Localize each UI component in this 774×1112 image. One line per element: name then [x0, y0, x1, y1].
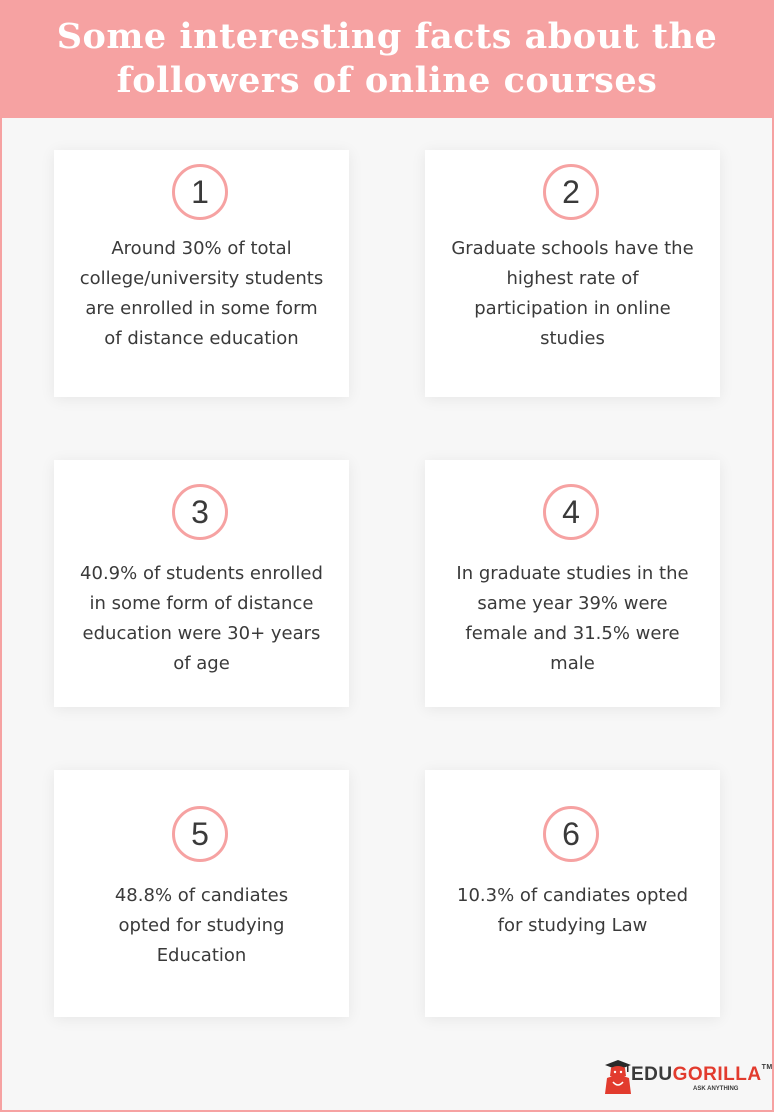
fact-number-badge: 2: [543, 164, 599, 220]
fact-card-6: [425, 770, 720, 1017]
page-title: [37, 15, 737, 103]
fact-number-badge: 1: [172, 164, 228, 220]
logo-wordmark: [631, 1064, 773, 1086]
fact-text: In graduate studies in the same year 39% were female and 31.5% were male: [456, 563, 689, 674]
header-banner: [0, 0, 774, 118]
logo-name-gorilla: GORILLA: [672, 1064, 762, 1085]
fact-text: Graduate schools have the highest rate of participation in online studies: [451, 238, 694, 349]
logo-name-edu: EDU: [631, 1064, 673, 1085]
title-line-1: Some interesting facts about the: [56, 16, 718, 57]
logo-trademark: TM: [761, 1064, 773, 1071]
edugorilla-logo: [603, 1058, 773, 1098]
fact-number-badge: 3: [172, 484, 228, 540]
fact-card-5: [54, 770, 349, 1017]
fact-text: 40.9% of students enrolled in some form of distance education were 30+ years of age: [80, 563, 323, 674]
fact-card-2: [425, 150, 720, 397]
fact-number-badge: 5: [172, 806, 228, 862]
fact-text: Around 30% of total college/university students are enrolled in some form of distance education: [79, 238, 324, 349]
fact-card-3: [54, 460, 349, 707]
fact-text: 48.8% of candiates opted for studying Education: [114, 885, 289, 966]
logo-tagline: ASK ANYTHING: [693, 1086, 739, 1092]
gorilla-icon: [603, 1058, 633, 1096]
fact-card-4: [425, 460, 720, 707]
fact-card-1: [54, 150, 349, 397]
fact-number-badge: 6: [543, 806, 599, 862]
title-line-2: followers of online courses: [116, 60, 658, 101]
fact-number-badge: 4: [543, 484, 599, 540]
fact-text: 10.3% of candiates opted for studying Law: [457, 885, 688, 936]
